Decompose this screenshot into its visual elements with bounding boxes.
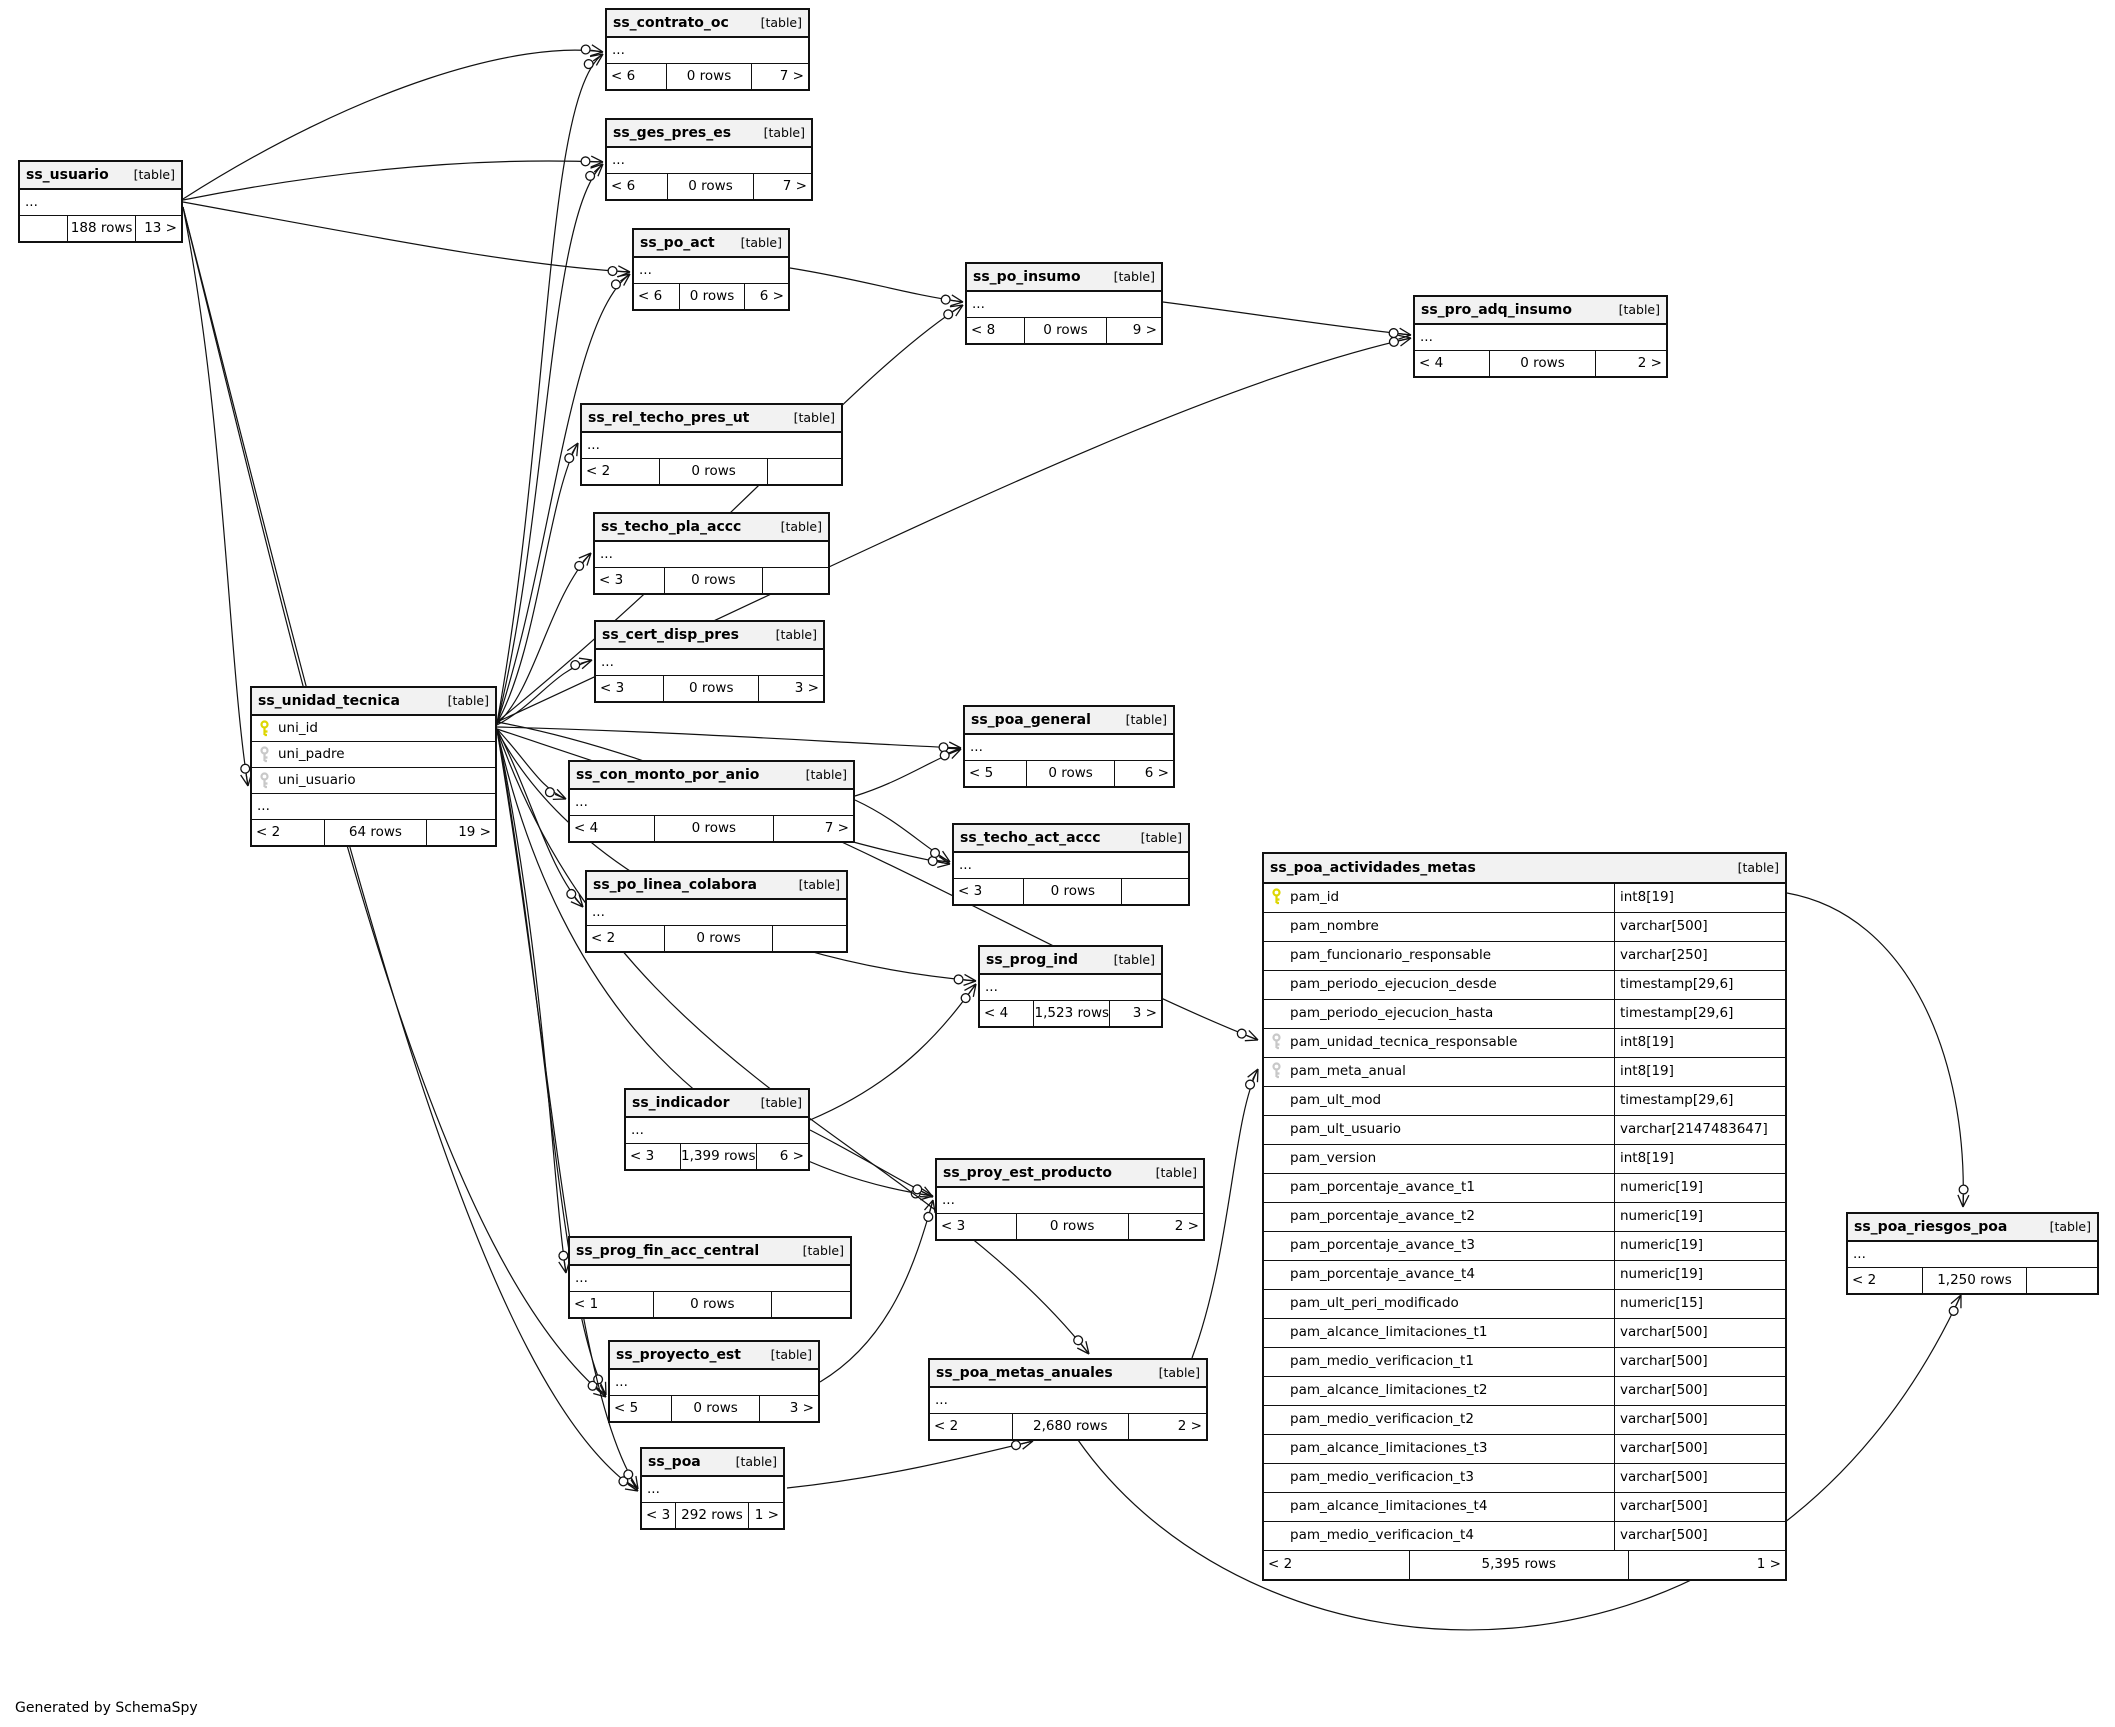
table-ss_poa[interactable]	[640, 1447, 785, 1530]
table-name[interactable]: ss_usuario	[26, 167, 109, 183]
column-type: int8[19]	[1614, 884, 1785, 912]
footer-rows: 0 rows	[1017, 1214, 1129, 1239]
table-ss_contrato_oc[interactable]	[605, 8, 810, 91]
table-name[interactable]: ss_po_linea_colabora	[593, 877, 757, 893]
footer-right[interactable]	[773, 926, 846, 951]
footer-right[interactable]: 1 >	[754, 1506, 779, 1523]
column-name: pam_medio_verificacion_t1	[1290, 1355, 1474, 1369]
table-tag: [table]	[2049, 1218, 2091, 1234]
footer-right[interactable]	[763, 568, 828, 593]
column-row	[252, 768, 495, 794]
table-tag: [table]	[1140, 829, 1182, 845]
table-name[interactable]: ss_contrato_oc	[613, 15, 729, 31]
columns-ellipsis: ...	[642, 1477, 783, 1503]
table-tag: [table]	[447, 692, 489, 708]
footer-rows: 0 rows	[665, 568, 763, 593]
column-row	[1264, 1522, 1785, 1551]
footer-right[interactable]: 7 >	[779, 67, 804, 84]
column-type: varchar[500]	[1614, 1464, 1785, 1492]
footer-right[interactable]	[768, 459, 841, 484]
table-ss_proyecto_est[interactable]	[608, 1340, 820, 1423]
column-name: pam_funcionario_responsable	[1290, 949, 1492, 963]
column-name: pam_alcance_limitaciones_t3	[1290, 1442, 1488, 1456]
foreign-key-icon	[259, 772, 270, 793]
columns-ellipsis: ...	[582, 433, 841, 459]
columns-ellipsis: ...	[610, 1370, 818, 1396]
column-row	[1264, 1464, 1785, 1493]
footer-rows: 188 rows	[68, 216, 136, 241]
column-name: pam_medio_verificacion_t2	[1290, 1413, 1474, 1427]
column-row	[1264, 1348, 1785, 1377]
footer-left[interactable]: < 6	[607, 64, 667, 89]
table-footer	[1264, 1551, 1785, 1579]
table-tag: [table]	[1155, 1164, 1197, 1180]
footer-right[interactable]: 2 >	[1637, 354, 1662, 371]
table-name[interactable]: ss_po_act	[640, 235, 715, 251]
column-type: int8[19]	[1614, 1145, 1785, 1173]
footer-right[interactable]: 9 >	[1132, 321, 1157, 338]
column-type: numeric[19]	[1614, 1203, 1785, 1231]
table-tag: [table]	[760, 1094, 802, 1110]
columns-ellipsis: ...	[1848, 1242, 2097, 1268]
columns-ellipsis: ...	[595, 542, 828, 568]
columns-ellipsis: ...	[587, 900, 846, 926]
footer-left[interactable]: < 2	[252, 820, 325, 845]
table-tag: [table]	[735, 1453, 777, 1469]
footer-left[interactable]: < 4	[1415, 351, 1490, 376]
footer-rows: 0 rows	[660, 459, 769, 484]
column-row	[1264, 942, 1785, 971]
column-row	[1264, 913, 1785, 942]
column-type: varchar[2147483647]	[1614, 1116, 1785, 1144]
footer-left[interactable]: < 4	[570, 816, 655, 841]
primary-key-icon	[259, 720, 270, 741]
footer-left[interactable]: < 5	[965, 761, 1027, 786]
column-name: pam_periodo_ejecucion_hasta	[1290, 1007, 1494, 1021]
table-tag: [table]	[133, 166, 175, 182]
primary-key-icon	[1271, 888, 1282, 909]
table-tag: [table]	[1113, 951, 1155, 967]
table-footer	[626, 1144, 808, 1169]
column-name: pam_meta_anual	[1290, 1065, 1406, 1079]
table-footer	[930, 1414, 1206, 1439]
footer-right[interactable]: 6 >	[759, 287, 784, 304]
table-name[interactable]: ss_po_insumo	[973, 269, 1081, 285]
table-footer	[965, 761, 1173, 786]
column-name: pam_alcance_limitaciones_t4	[1290, 1500, 1488, 1514]
column-row	[252, 716, 495, 742]
footer-right[interactable]	[2027, 1268, 2097, 1293]
column-type: timestamp[29,6]	[1614, 1000, 1785, 1028]
footer-right[interactable]: 6 >	[779, 1147, 804, 1164]
columns-ellipsis: ...	[1415, 325, 1666, 351]
column-row	[1264, 1232, 1785, 1261]
table-tag: [table]	[1113, 268, 1155, 284]
column-name: pam_alcance_limitaciones_t1	[1290, 1326, 1488, 1340]
table-ss_ges_pres_es[interactable]	[605, 118, 813, 201]
column-type: numeric[19]	[1614, 1232, 1785, 1260]
footer-right[interactable]: 13 >	[144, 219, 177, 236]
table-footer	[1415, 351, 1666, 376]
column-row	[1264, 1493, 1785, 1522]
column-type: varchar[500]	[1614, 1522, 1785, 1550]
table-tag: [table]	[780, 518, 822, 534]
table-ss_unidad_tecnica[interactable]	[250, 686, 497, 847]
footer-right[interactable]: 19 >	[458, 823, 491, 840]
table-name[interactable]: ss_techo_pla_accc	[601, 519, 742, 535]
footer-rows: 0 rows	[1027, 761, 1114, 786]
table-ss_prog_fin_acc_central[interactable]	[568, 1236, 852, 1319]
table-ss_techo_pla_accc[interactable]	[593, 512, 830, 595]
foreign-key-icon	[1271, 1033, 1282, 1054]
table-ss_poa_general[interactable]	[963, 705, 1175, 788]
table-footer	[570, 1292, 850, 1317]
table-tag: [table]	[793, 409, 835, 425]
column-type: timestamp[29,6]	[1614, 1087, 1785, 1115]
column-row	[1264, 1290, 1785, 1319]
columns-ellipsis: ...	[570, 790, 853, 816]
table-ss_po_linea_colabora[interactable]	[585, 870, 848, 953]
footer-left[interactable]: < 2	[1848, 1268, 1923, 1293]
table-name[interactable]: ss_proy_est_producto	[943, 1165, 1112, 1181]
footer-left[interactable]: < 3	[954, 879, 1024, 904]
table-name[interactable]: ss_poa_actividades_metas	[1270, 860, 1476, 876]
footer-left[interactable]: < 3	[937, 1214, 1017, 1239]
table-name[interactable]: ss_poa	[648, 1454, 701, 1470]
table-name[interactable]: ss_prog_fin_acc_central	[576, 1243, 760, 1259]
footer-rows: 1,250 rows	[1923, 1268, 2028, 1293]
table-name[interactable]: ss_poa_riesgos_poa	[1854, 1219, 2008, 1235]
column-name: pam_medio_verificacion_t3	[1290, 1471, 1474, 1485]
table-name[interactable]: ss_poa_general	[971, 712, 1091, 728]
table-ss_poa_actividades_metas[interactable]	[1262, 852, 1787, 1581]
columns-ellipsis: ...	[954, 853, 1188, 879]
column-row	[252, 742, 495, 768]
column-name: pam_id	[1290, 891, 1340, 905]
table-name[interactable]: ss_prog_ind	[986, 952, 1079, 968]
table-tag: [table]	[1158, 1364, 1200, 1380]
table-tag: [table]	[798, 876, 840, 892]
table-ss_poa_riesgos_poa[interactable]	[1846, 1212, 2099, 1295]
table-tag: [table]	[1125, 711, 1167, 727]
column-type: numeric[19]	[1614, 1261, 1785, 1289]
footer-left[interactable]: < 6	[634, 284, 680, 309]
footer-left[interactable]: < 3	[642, 1503, 676, 1528]
columns-ellipsis: ...	[570, 1266, 850, 1292]
footer-rows: 64 rows	[325, 820, 427, 845]
column-name: pam_nombre	[1290, 920, 1379, 934]
table-tag: [table]	[805, 766, 847, 782]
column-name: pam_medio_verificacion_t4	[1290, 1529, 1474, 1543]
column-name: pam_ult_mod	[1290, 1094, 1382, 1108]
footer-left[interactable]: < 5	[610, 1396, 672, 1421]
column-name: pam_ult_usuario	[1290, 1123, 1402, 1137]
column-type: varchar[500]	[1614, 1435, 1785, 1463]
table-footer	[595, 568, 828, 593]
table-footer	[20, 216, 181, 241]
footer-right[interactable]: 1 >	[1756, 1556, 1781, 1573]
footer-rows: 0 rows	[655, 816, 774, 841]
column-type: numeric[15]	[1614, 1290, 1785, 1318]
table-footer	[587, 926, 846, 951]
table-name[interactable]: ss_poa_metas_anuales	[936, 1365, 1113, 1381]
column-row	[1264, 1377, 1785, 1406]
footer-left[interactable]: < 3	[596, 676, 664, 701]
column-name: pam_porcentaje_avance_t2	[1290, 1210, 1475, 1224]
footer-left[interactable]: < 2	[1264, 1551, 1410, 1579]
footer-rows: 1,523 rows	[1034, 1001, 1110, 1026]
table-footer	[937, 1214, 1203, 1239]
table-ss_cert_disp_pres[interactable]	[594, 620, 825, 703]
footer-right[interactable]: 7 >	[782, 177, 807, 194]
table-tag: [table]	[770, 1346, 812, 1362]
footer-right[interactable]: 2 >	[1174, 1217, 1199, 1234]
footer-right[interactable]	[772, 1292, 850, 1317]
column-type: varchar[500]	[1614, 1319, 1785, 1347]
table-name[interactable]: ss_cert_disp_pres	[602, 627, 739, 643]
columns-ellipsis: ...	[252, 794, 495, 820]
table-ss_po_insumo[interactable]	[965, 262, 1163, 345]
table-footer	[642, 1503, 783, 1528]
columns-ellipsis: ...	[596, 650, 823, 676]
columns-ellipsis: ...	[980, 975, 1161, 1001]
footer-rows: 0 rows	[664, 676, 759, 701]
table-footer	[954, 879, 1188, 904]
footer-rows: 292 rows	[676, 1503, 749, 1528]
columns-ellipsis: ...	[607, 38, 808, 64]
table-footer	[607, 64, 808, 89]
foreign-key-icon	[259, 746, 270, 767]
footer-right[interactable]	[1122, 879, 1188, 904]
footer-rows: 0 rows	[1025, 318, 1106, 343]
footer-left[interactable]: < 4	[980, 1001, 1034, 1026]
table-ss_poa_metas_anuales[interactable]	[928, 1358, 1208, 1441]
table-name[interactable]: ss_unidad_tecnica	[258, 693, 400, 709]
table-ss_usuario[interactable]	[18, 160, 183, 243]
columns-ellipsis: ...	[930, 1388, 1206, 1414]
table-footer	[596, 676, 823, 701]
table-tag: [table]	[1618, 301, 1660, 317]
table-ss_con_monto_por_anio[interactable]	[568, 760, 855, 843]
table-ss_proy_est_producto[interactable]	[935, 1158, 1205, 1241]
column-row	[1264, 1203, 1785, 1232]
column-name: pam_unidad_tecnica_responsable	[1290, 1036, 1518, 1050]
footer-rows: 0 rows	[1024, 879, 1122, 904]
footer-rows: 0 rows	[665, 926, 774, 951]
footer-rows: 0 rows	[680, 284, 745, 309]
footer-rows: 5,395 rows	[1410, 1551, 1629, 1579]
column-type: int8[19]	[1614, 1058, 1785, 1086]
table-tag: [table]	[802, 1242, 844, 1258]
footer-right[interactable]: 3 >	[789, 1399, 814, 1416]
column-name: pam_alcance_limitaciones_t2	[1290, 1384, 1488, 1398]
column-name: pam_porcentaje_avance_t4	[1290, 1268, 1475, 1282]
column-name: uni_usuario	[278, 771, 356, 788]
column-name: pam_periodo_ejecucion_desde	[1290, 978, 1497, 992]
columns-ellipsis: ...	[634, 258, 788, 284]
column-row	[1264, 1116, 1785, 1145]
footer-rows: 0 rows	[668, 174, 754, 199]
table-name[interactable]: ss_pro_adq_insumo	[1421, 302, 1572, 318]
table-name[interactable]: ss_proyecto_est	[616, 1347, 741, 1363]
table-footer	[1848, 1268, 2097, 1293]
column-row	[1264, 1174, 1785, 1203]
footer-right[interactable]: 6 >	[1144, 764, 1169, 781]
column-name: uni_id	[278, 719, 318, 736]
table-name[interactable]: ss_ges_pres_es	[613, 125, 732, 141]
columns-ellipsis: ...	[20, 190, 181, 216]
column-name: uni_padre	[278, 745, 345, 762]
footer-rows: 0 rows	[1490, 351, 1595, 376]
table-footer	[582, 459, 841, 484]
column-row	[1264, 1087, 1785, 1116]
generator-footnote: Generated by SchemaSpy	[15, 1700, 198, 1716]
footer-right[interactable]: 3 >	[794, 679, 819, 696]
table-tag: [table]	[763, 124, 805, 140]
column-row	[1264, 1435, 1785, 1464]
footer-left[interactable]: < 3	[595, 568, 665, 593]
footer-left[interactable]: < 3	[626, 1144, 681, 1169]
table-ss_techo_act_accc[interactable]	[952, 823, 1190, 906]
table-footer	[570, 816, 853, 841]
columns-ellipsis: ...	[967, 292, 1161, 318]
table-name[interactable]: ss_rel_techo_pres_ut	[588, 410, 750, 426]
column-type: varchar[250]	[1614, 942, 1785, 970]
footer-rows: 0 rows	[672, 1396, 759, 1421]
footer-rows: 1,399 rows	[681, 1144, 757, 1169]
footer-left[interactable]: < 6	[607, 174, 668, 199]
table-ss_indicador[interactable]	[624, 1088, 810, 1171]
column-name: pam_porcentaje_avance_t3	[1290, 1239, 1475, 1253]
table-name[interactable]: ss_indicador	[632, 1095, 730, 1111]
table-footer	[980, 1001, 1161, 1026]
column-row	[1264, 1058, 1785, 1087]
table-footer	[252, 820, 495, 845]
footer-right[interactable]: 7 >	[824, 819, 849, 836]
footer-rows: 2,680 rows	[1013, 1414, 1129, 1439]
column-row	[1264, 1029, 1785, 1058]
table-ss_pro_adq_insumo[interactable]	[1413, 295, 1668, 378]
table-tag: [table]	[775, 626, 817, 642]
column-type: varchar[500]	[1614, 1406, 1785, 1434]
column-name: pam_porcentaje_avance_t1	[1290, 1181, 1475, 1195]
footer-rows: 0 rows	[654, 1292, 772, 1317]
table-tag: [table]	[1737, 859, 1779, 875]
column-row	[1264, 1000, 1785, 1029]
table-footer	[607, 174, 811, 199]
column-row	[1264, 971, 1785, 1000]
columns-ellipsis: ...	[607, 148, 811, 174]
table-tag: [table]	[760, 14, 802, 30]
column-type: timestamp[29,6]	[1614, 971, 1785, 999]
table-footer	[634, 284, 788, 309]
table-footer	[610, 1396, 818, 1421]
table-footer	[967, 318, 1161, 343]
footer-right[interactable]: 2 >	[1177, 1417, 1202, 1434]
footer-left[interactable]	[20, 216, 68, 241]
footer-left[interactable]: < 1	[570, 1292, 654, 1317]
table-tag: [table]	[740, 234, 782, 250]
table-ss_prog_ind[interactable]	[978, 945, 1163, 1028]
column-row	[1264, 1145, 1785, 1174]
column-name: pam_version	[1290, 1152, 1377, 1166]
column-row	[1264, 884, 1785, 913]
footer-left[interactable]: < 8	[967, 318, 1025, 343]
table-ss_po_act[interactable]	[632, 228, 790, 311]
footer-rows: 0 rows	[667, 64, 751, 89]
column-type: varchar[500]	[1614, 1493, 1785, 1521]
column-row	[1264, 1261, 1785, 1290]
table-name[interactable]: ss_techo_act_accc	[960, 830, 1101, 846]
column-type: varchar[500]	[1614, 1348, 1785, 1376]
columns-ellipsis: ...	[965, 735, 1173, 761]
column-row	[1264, 1406, 1785, 1435]
columns-ellipsis: ...	[626, 1118, 808, 1144]
column-type: varchar[500]	[1614, 1377, 1785, 1405]
column-type: numeric[19]	[1614, 1174, 1785, 1202]
columns-ellipsis: ...	[937, 1188, 1203, 1214]
footer-left[interactable]: < 2	[582, 459, 660, 484]
footer-left[interactable]: < 2	[587, 926, 665, 951]
footer-right[interactable]: 3 >	[1132, 1004, 1157, 1021]
table-name[interactable]: ss_con_monto_por_anio	[576, 767, 760, 783]
column-type: int8[19]	[1614, 1029, 1785, 1057]
foreign-key-icon	[1271, 1062, 1282, 1083]
column-name: pam_ult_peri_modificado	[1290, 1297, 1459, 1311]
column-row	[1264, 1319, 1785, 1348]
table-ss_rel_techo_pres_ut[interactable]	[580, 403, 843, 486]
footer-left[interactable]: < 2	[930, 1414, 1013, 1439]
column-type: varchar[500]	[1614, 913, 1785, 941]
